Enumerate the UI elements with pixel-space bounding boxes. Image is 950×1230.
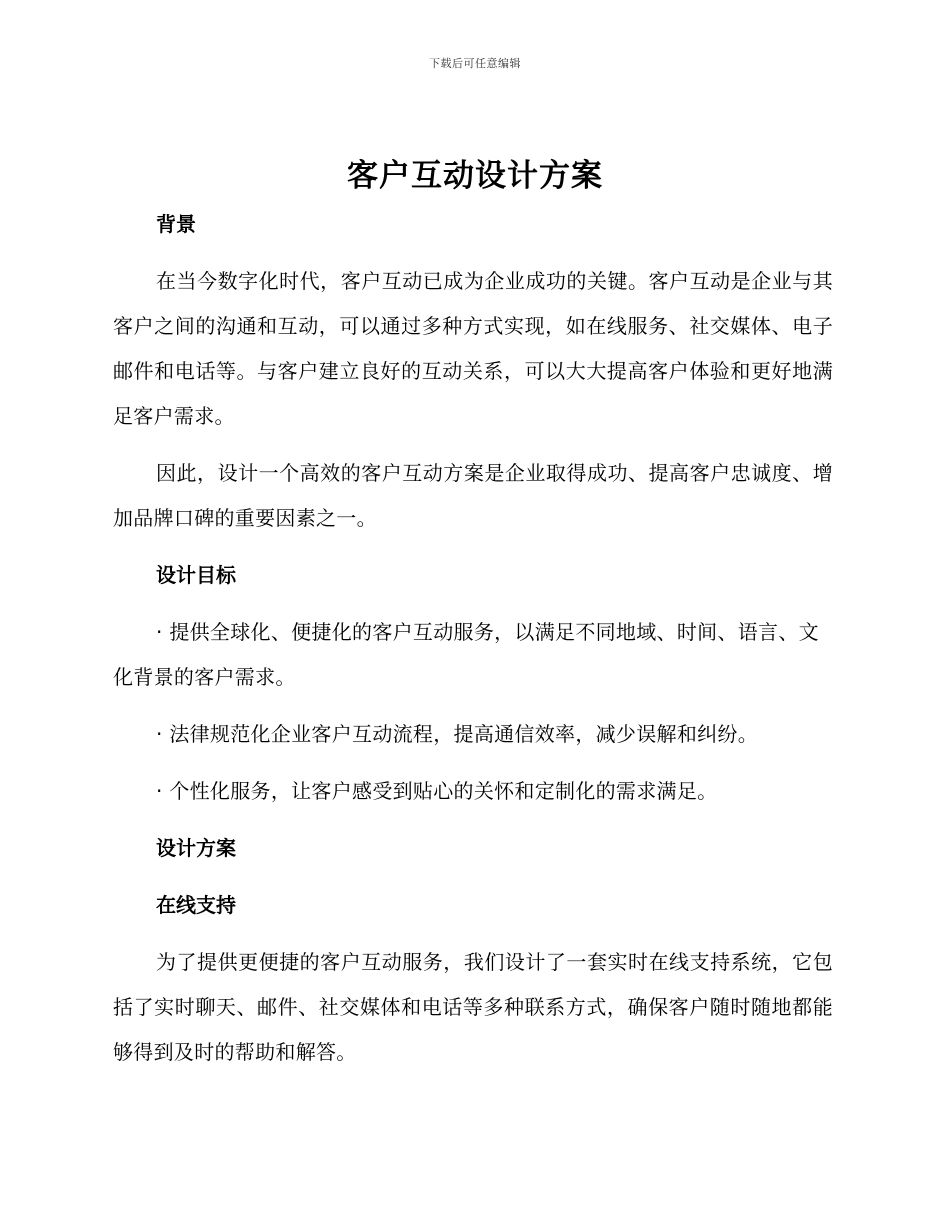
background-paragraph-2: 因此，设计一个高效的客户互动方案是企业取得成功、提高客户忠诚度、增加品牌口碑的重要因素之一。 [113,461,833,530]
online-support-paragraph: 为了提供更便捷的客户互动服务，我们设计了一套实时在线支持系统，它包括了实时聊天、邮件、社交媒体和电话等多种联系方式，确保客户随时随地都能够得到及时的帮助和解答。 [113,950,833,1064]
document-body [113,202,833,1087]
background-paragraph-1: 在当今数字化时代，客户互动已成为企业成功的关键。客户互动是企业与其客户之间的沟通和互动，可以通过多种方式实现，如在线服务、社交媒体、电子邮件和电话等。与客户建立良好的互动关系，可以大大提高客户体验和更好地满足客户需求。 [113,269,833,428]
section-heading-background: 背景 [156,212,196,236]
section-heading-plan: 设计方案 [156,836,236,860]
goal-item-2: · 法律规范化企业客户互动流程，提高通信效率，减少误解和纠纷。 [156,722,759,746]
goal-item-3: · 个性化服务，让客户感受到贴心的关怀和定制化的需求满足。 [156,779,718,803]
document-title: 客户互动设计方案 [347,158,603,194]
goal-item-1: · 提供全球化、便捷化的客户互动服务，以满足不同地域、时间、语言、文化背景的客户需求。 [113,620,819,689]
header-note: 下载后可任意编辑 [429,57,521,70]
section-heading-goals: 设计目标 [156,563,236,587]
subsection-heading-online-support: 在线支持 [156,893,236,917]
